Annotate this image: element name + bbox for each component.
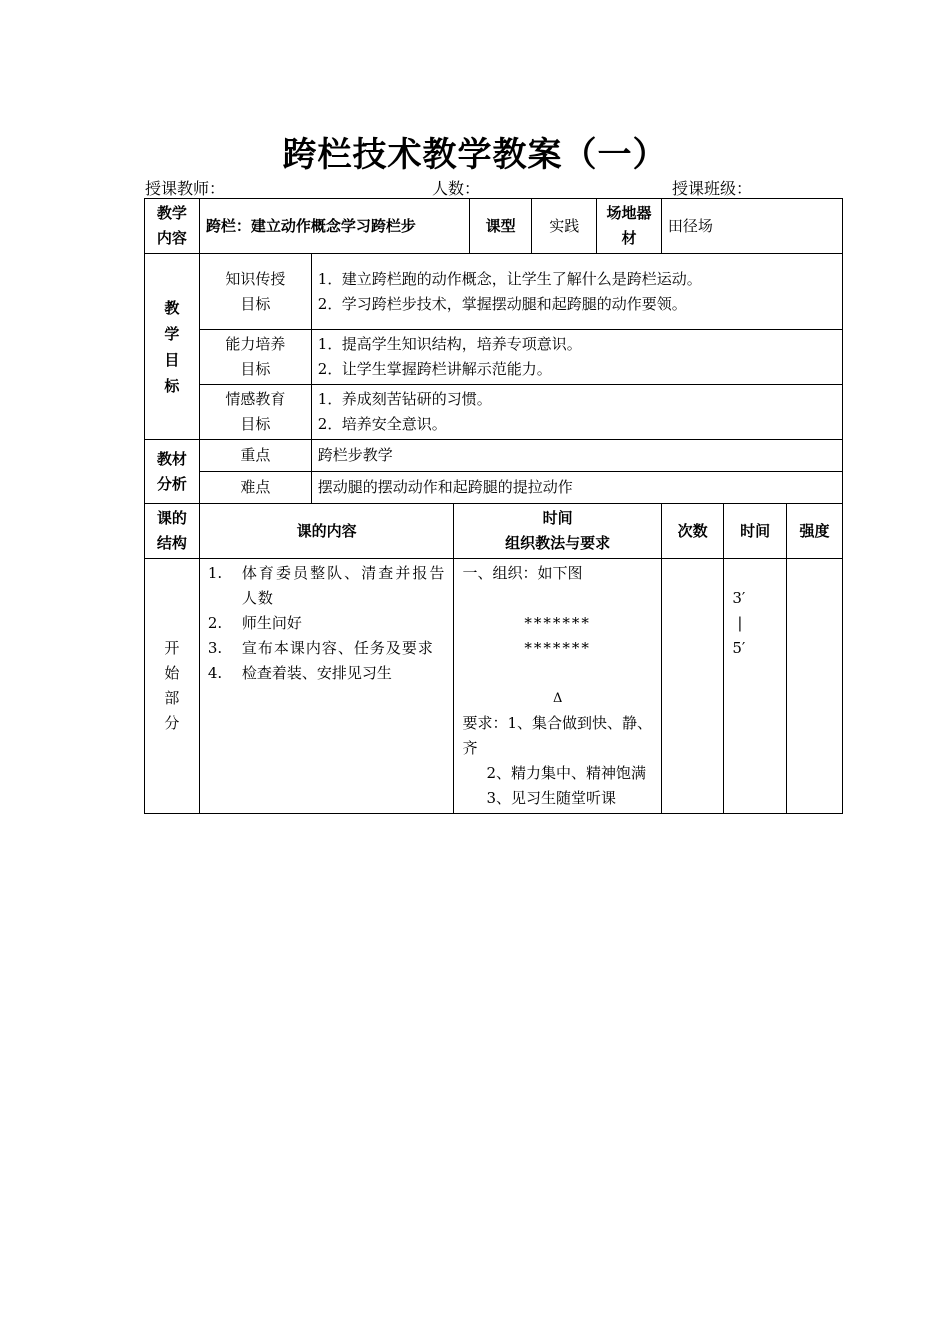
intensity-header: 强度: [786, 504, 842, 559]
start-section-label: 开始部分: [145, 559, 200, 814]
teacher-label: 授课教师：: [145, 179, 226, 198]
requirement-line: 要求：1、集合做到快、静、齐: [462, 714, 652, 757]
list-item: 1． 提高学生知识结构，培养专项意识。: [317, 335, 582, 353]
key-value: 跨栏步教学: [311, 440, 842, 472]
class-label: 授课班级：: [672, 179, 753, 198]
content-label: 教学内容: [145, 199, 200, 254]
knowledge-label: 知识传授目标: [199, 254, 311, 330]
count-label: 人数：: [432, 179, 481, 198]
ability-label: 能力培养目标: [199, 330, 311, 385]
key-label: 重点: [199, 440, 311, 472]
formation-row: *******: [524, 639, 591, 657]
lesson-meta: [145, 176, 845, 200]
requirement-line: 2、精力集中、精神饱满: [486, 764, 646, 782]
requirement-line: 3、见习生随堂听课: [486, 789, 616, 807]
formation-row: *******: [524, 614, 591, 632]
list-item: 3. 宣布本课内容、任务及要求: [207, 639, 434, 657]
duration-header: 时间: [724, 504, 787, 559]
teacher-position-mark: Δ: [552, 691, 563, 706]
knowledge-items: [311, 254, 842, 330]
lesson-plan-table: [144, 198, 843, 814]
venue-value: 田径场: [661, 199, 842, 254]
start-duration: 3′ | 5′: [724, 559, 787, 814]
content-value: 跨栏：建立动作概念学习跨栏步: [199, 199, 469, 254]
goals-label: 教学目标: [145, 254, 200, 440]
start-intensity: [786, 559, 842, 814]
times-header: 次数: [661, 504, 724, 559]
type-label: 课型: [469, 199, 532, 254]
list-item: 2． 培养安全意识。: [317, 415, 447, 433]
start-content-list: [199, 559, 454, 814]
list-item: 1. 体育委员整队、清查并报告人数: [207, 564, 446, 607]
list-item: 2． 让学生掌握跨栏讲解示范能力。: [317, 360, 552, 378]
venue-label: 场地器材: [597, 199, 662, 254]
list-item: 1． 建立跨栏跑的动作概念，让学生了解什么是跨栏运动。: [317, 269, 702, 288]
difficulty-label: 难点: [199, 472, 311, 504]
list-item: 1． 养成刻苦钻研的习惯。: [317, 390, 492, 408]
type-value: 实践: [532, 199, 597, 254]
method-header: 时间 组织教法与要求: [454, 504, 661, 559]
emotion-label: 情感教育目标: [199, 385, 311, 440]
difficulty-value: 摆动腿的摆动动作和起跨腿的提拉动作: [311, 472, 842, 504]
analysis-label: 教材分析: [145, 440, 200, 504]
page-title: 跨栏技术教学教案（一）: [282, 135, 668, 175]
list-item: 2. 师生问好: [207, 614, 302, 632]
content-header: 课的内容: [199, 504, 454, 559]
emotion-items: [311, 385, 842, 440]
org-line: 一、组织：如下图: [462, 564, 583, 582]
list-item: 4. 检查着装、安排见习生: [207, 664, 392, 682]
start-method: [454, 559, 661, 814]
ability-items: [311, 330, 842, 385]
list-item: 2． 学习跨栏步技术，掌握摆动腿和起跨腿的动作要领。: [317, 294, 687, 313]
structure-header: 课的结构: [145, 504, 200, 559]
start-times: [661, 559, 724, 814]
